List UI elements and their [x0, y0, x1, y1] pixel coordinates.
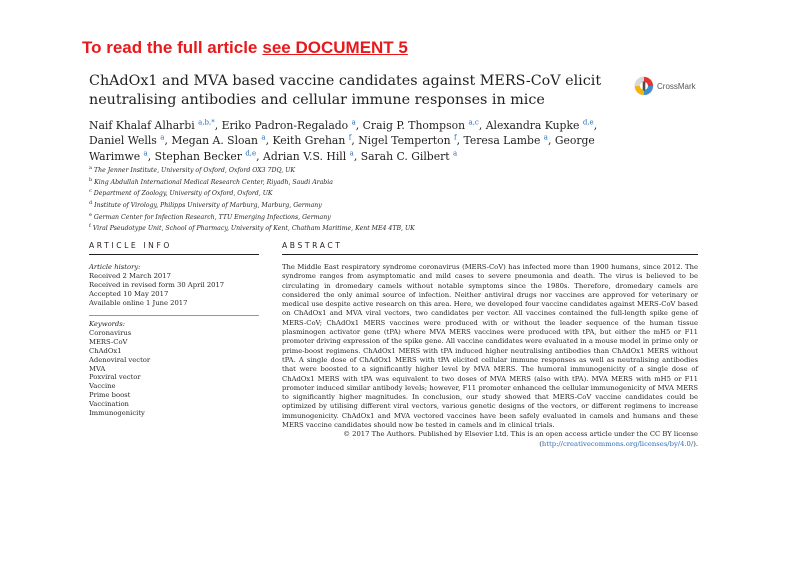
- affiliation-key: c: [89, 188, 92, 195]
- article-title: ChAdOx1 and MVA based vaccine candidates against MERS-CoV elicit neutralising antibodies and cellular immune responses in mice: [89, 73, 602, 108]
- document-link[interactable]: see DOCUMENT 5: [262, 38, 408, 57]
- affiliation-text: King Abdullah International Medical Research Center, Riyadh, Saudi Arabia: [92, 178, 333, 186]
- license-prefix: © 2017 The Authors. Published by Elsevier Ltd. This is an open access article under the CC BY license (: [343, 430, 698, 448]
- abstract-body: [282, 263, 698, 449]
- author-affiliation-marker[interactable]: f: [348, 133, 352, 142]
- author-affiliation-marker[interactable]: a: [351, 118, 356, 127]
- affiliation-list: [89, 164, 689, 234]
- author-name: Craig P. Thompson: [362, 119, 466, 132]
- author-affiliation-marker[interactable]: f: [454, 133, 457, 142]
- affiliation-text: Institute of Virology, Philipps University of Marburg, Marburg, Germany: [92, 202, 322, 210]
- keyword: Coronavirus: [89, 328, 132, 337]
- author-name: Adrian V.S. Hill: [263, 149, 347, 163]
- crossmark-label: CrossMark: [657, 81, 696, 91]
- author-affiliation-marker[interactable]: a,b,*: [198, 118, 215, 127]
- author-affiliation-marker[interactable]: a: [261, 133, 266, 142]
- author-name: Teresa Lambe: [463, 134, 541, 148]
- affiliation-item: [89, 164, 689, 176]
- article-info-heading: ARTICLE INFO: [89, 241, 173, 250]
- affiliation-text: German Center for Infection Research, TTU Emerging Infections, Germany: [91, 213, 331, 221]
- crossmark-icon: [634, 76, 654, 96]
- history-date: Available online 1 June 2017: [89, 298, 188, 307]
- author-name: Keith Grehan: [272, 134, 346, 148]
- keyword: MERS-CoV: [89, 337, 128, 346]
- author-affiliation-marker[interactable]: d,e: [245, 149, 257, 157]
- license-link[interactable]: http://creativecommons.org/licenses/by/4.0/: [541, 439, 694, 448]
- full-article-notice[interactable]: [82, 38, 408, 58]
- affiliation-item: [89, 199, 689, 211]
- keyword: ChAdOx1: [89, 346, 122, 355]
- affiliation-key: b: [89, 176, 93, 183]
- license-statement: [282, 430, 698, 449]
- affiliation-key: d: [89, 199, 93, 206]
- affiliation-key: a: [89, 165, 92, 171]
- history-label: Article history:: [89, 263, 141, 271]
- author-affiliation-marker[interactable]: a: [349, 149, 354, 157]
- author-name: Stephan Becker: [154, 149, 242, 163]
- keyword: Poxviral vector: [89, 373, 141, 382]
- author-name: Sarah C. Gilbert: [360, 149, 450, 163]
- keyword: MVA: [89, 364, 106, 373]
- keyword: Immunogenicity: [89, 409, 145, 418]
- author-affiliation-marker[interactable]: a: [453, 149, 458, 157]
- affiliation-key: e: [89, 211, 92, 218]
- author-name: Eriko Padron-Regalado: [221, 119, 349, 132]
- keyword: Adenoviral vector: [89, 355, 151, 364]
- author-name: Nigel Temperton: [358, 134, 451, 148]
- license-suffix: ).: [693, 439, 698, 448]
- keyword: Vaccination: [89, 400, 129, 409]
- history-date: Received 2 March 2017: [89, 271, 171, 280]
- history-date: Received in revised form 30 April 2017: [89, 280, 225, 289]
- affiliation-text: The Jenner Institute, University of Oxford, Oxford OX3 7DQ, UK: [91, 167, 295, 175]
- article-history: [89, 263, 259, 308]
- author-affiliation-marker[interactable]: a: [143, 149, 148, 157]
- author-name: George Warimwe: [89, 134, 595, 163]
- keyword: Prime boost: [89, 391, 131, 400]
- author-affiliation-marker[interactable]: d,e: [582, 118, 594, 127]
- article-info-rule: [89, 254, 259, 255]
- affiliation-item: [89, 176, 689, 188]
- abstract-rule: [282, 254, 698, 255]
- affiliation-item: [89, 187, 689, 199]
- affiliation-item: [89, 222, 689, 234]
- author-name: Naif Khalaf Alharbi: [89, 119, 195, 132]
- affiliation-key: f: [89, 223, 91, 230]
- author-name: Daniel Wells: [89, 134, 157, 148]
- history-date: Accepted 10 May 2017: [89, 289, 169, 298]
- crossmark-badge[interactable]: [634, 76, 696, 96]
- author-affiliation-marker[interactable]: a,c: [468, 118, 479, 127]
- keyword: Vaccine: [89, 382, 116, 391]
- notice-text: To read the full article: [82, 38, 258, 57]
- abstract-heading: ABSTRACT: [282, 241, 343, 250]
- keywords-rule: [89, 315, 259, 316]
- affiliation-text: Department of Zoology, University of Oxford, Oxford, UK: [91, 190, 273, 198]
- author-name: Alexandra Kupke: [485, 119, 580, 132]
- abstract-text: The Middle East respiratory syndrome coronavirus (MERS-CoV) has infected more than 1900 humans, since 2012. The syndrome ranges from asymptomatic and mild cases to severe pneumonia and death. The virus is believed to be circulating in dromedary camels without notable symptoms since the 1980s. Therefore, dromedary camels are considered the only animal source of infection. Neither antiviral drugs nor vaccines are approved for veterinary or medical use despite active research on this area. Here, we developed four vaccine candidates against MERS-CoV based on ChAdOx1 and MVA viral vectors, two candidates per vector. All vaccines contained the full-length spike gene of MERS-CoV; ChAdOx1 MERS vaccines were produced with or without the leader sequence of the human tissue plasminogen activator gene (tPA) where MVA MERS vaccines were produced with tPA, but either the mH5 or F11 promoter driving expression of the spike gene. All vaccine candidates were evaluated in a mouse model in prime only or prime-boost regimens. ChAdOx1 MERS with tPA induced higher neutralising antibodies than ChAdOx1 MERS without tPA. A single dose of ChAdOx1 MERS with tPA elicited cellular immune responses as well as neutralising antibodies that were boosted to a significantly higher level by MVA MERS. The humoral immunogenicity of a single dose of ChAdOx1 MERS with tPA was equivalent to two doses of MVA MERS (also with tPA). MVA MERS with mH5 or F11 promoter induced similar antibody levels; however, F11 promoter enhanced the cellular immunogenicity of MVA MERS to significantly higher magnitudes. In conclusion, our study showed that MERS-CoV vaccine candidates could be optimized by utilising different viral vectors, various genetic designs of the vectors, or different regimens to increase immunogenicity. ChAdOx1 and MVA vectored vaccines have been safely evaluated in camels and humans and these MERS vaccine candidates should now be tested in camels and in clinical trials.: [282, 263, 698, 430]
- affiliation-item: [89, 211, 689, 223]
- affiliation-text: Viral Pseudotype Unit, School of Pharmacy, University of Kent, Chatham Maritime, Kent ME4 4TB, UK: [90, 225, 415, 233]
- author-affiliation-marker[interactable]: a: [160, 133, 165, 142]
- author-list: Naif Khalaf Alharbi $^{a,b,*}$, Eriko Padron-Regalado $^a$, Craig P. Thompson $^{a,c}$, Alexandra Kupke $^{d,e}$, Daniel Wells $^a$, Megan A. Sloan $^a$, Keith Grehan $^f$, Nigel Temperton $^f$, Teresa Lambe $^a$, George Warimwe $^a$, Stephan Becker $^{d,e}$, Adrian V.S. Hill $^a$, Sarah C. Gilbert $^a$: [89, 118, 598, 163]
- author-name: Megan A. Sloan: [171, 134, 258, 148]
- keywords-label: Keywords:: [89, 320, 126, 328]
- author-affiliation-marker[interactable]: a: [543, 133, 548, 142]
- keywords-list: [89, 320, 259, 418]
